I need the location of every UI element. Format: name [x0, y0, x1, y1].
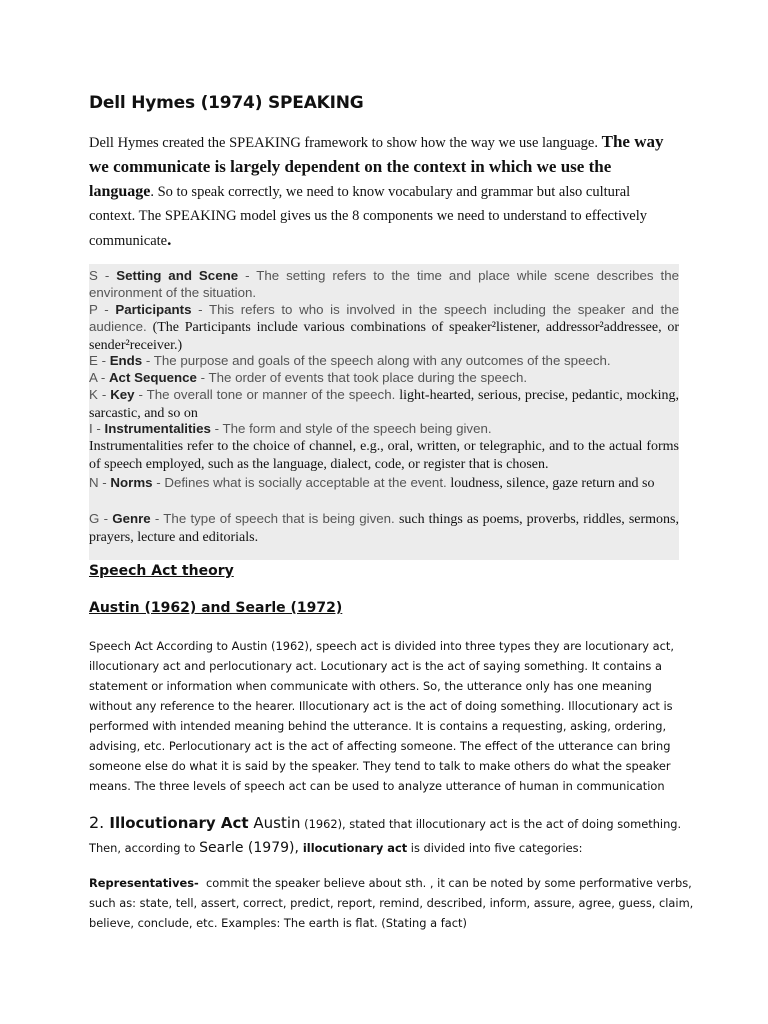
austin-name: Austin: [248, 814, 301, 832]
paragraph-line: Speech Act According to Austin (1962), speech act is divided into three types they are locutionary act,: [89, 639, 674, 653]
item-term: Key: [110, 387, 135, 402]
representatives-term: Representatives-: [89, 876, 199, 890]
representatives-line-1: commit the speaker believe about sth. , it can be noted by some performative verbs,: [198, 876, 692, 890]
speaking-item-s: [89, 267, 679, 301]
paragraph-line: means. The three levels of speech act can be used to analyze utterance of human in communication: [89, 779, 665, 793]
paragraph-line: someone else do what it is said by the speaker. They tend to talk to make others do what the speaker: [89, 759, 671, 773]
intro-text-2: . So to speak correctly, we need to know vocabulary and grammar but also cultural context. The SPEAKING model gives us the 8 components we need to understand to effectively communicate: [89, 184, 647, 249]
item-desc: - The overall tone or manner of the speech.: [134, 387, 400, 402]
item-letter: S -: [89, 268, 117, 283]
intro-text-1: Dell Hymes created the SPEAKING framework to show how the way we use language.: [89, 135, 602, 151]
paragraph-line: performed with intended meaning behind the utterance. It is contains a requesting, asking, ordering,: [89, 719, 667, 733]
intro-language: language: [89, 183, 151, 200]
item-desc: - The order of events that took place during the speech.: [196, 370, 528, 385]
illocutionary-text-3: is divided into five categories:: [407, 841, 583, 855]
speaking-item-i: [89, 420, 679, 437]
representatives-section: [89, 873, 694, 933]
item-desc: - The type of speech that is being given.: [150, 511, 399, 526]
speaking-item-e: [89, 352, 679, 369]
item-desc: - The purpose and goals of the speech along with any outcomes of the speech.: [142, 353, 611, 368]
paragraph-line: statement or information when communicate with others. So, the utterance only has one meaning: [89, 679, 652, 693]
item-extra: (The Participants include various combinations of speaker²listener, addressor²addressee, or sender²receiver.): [89, 320, 679, 353]
item-term: Act Sequence: [108, 370, 197, 385]
page-title: Dell Hymes (1974) SPEAKING: [89, 93, 364, 113]
paragraph-line: advising, etc. Perlocutionary act is the act of affecting someone. The effect of the utterance can bring: [89, 739, 671, 753]
intro-paragraph: [89, 130, 679, 253]
item-desc: - The setting refers to the time and place while scene describes the environment of the situation.: [89, 268, 679, 300]
intro-emphasis: The way we communicate is largely dependent on the context in which we use the: [89, 132, 664, 176]
illocutionary-text-1: (1962), stated that illocutionary act is the act of doing something.: [300, 817, 682, 831]
item-letter: K -: [89, 387, 111, 402]
item-letter: I -: [89, 421, 105, 436]
austin-searle-heading: Austin (1962) and Searle (1972): [89, 600, 343, 616]
item-extra: Instrumentalities refer to the choice of channel, e.g., oral, written, or telegraphic, and to the actual forms of speech employed, such as the language, dialect, code, or register that is chosen.: [89, 439, 679, 472]
section-number: 2.: [89, 813, 110, 832]
searle-name: Searle (1979),: [199, 840, 299, 856]
austin-paragraph: [89, 636, 679, 796]
speaking-item-g: [89, 510, 679, 546]
item-extra: such things as poems, proverbs, riddles, sermons, prayers, lecture and editorials.: [89, 512, 679, 545]
item-letter: G -: [89, 511, 113, 526]
item-letter: N -: [89, 475, 111, 490]
illocutionary-term-2: illocutionary act: [298, 841, 408, 855]
item-letter: E -: [89, 353, 110, 368]
item-extra: light-hearted, serious, precise, pedantic, mocking, sarcastic, and so on: [89, 388, 679, 421]
item-letter: A -: [89, 370, 109, 385]
speech-act-heading: Speech Act theory: [89, 563, 234, 579]
intro-period: .: [167, 230, 172, 249]
item-term: Participants: [115, 302, 192, 317]
item-desc: - This refers to who is involved in the speech including the speaker and the audience.: [89, 302, 679, 334]
item-term: Instrumentalities: [104, 421, 211, 436]
speaking-item-a: [89, 369, 679, 386]
representatives-line-3: believe, conclude, etc. Examples: The earth is flat. (Stating a fact): [89, 916, 467, 930]
item-desc: - Defines what is socially acceptable at the event.: [152, 475, 451, 490]
paragraph-line: without any reference to the hearer. Illocutionary act is the act of doing something. Illocutionary act is: [89, 699, 673, 713]
illocutionary-section: [89, 811, 682, 860]
item-term: Setting and Scene: [116, 268, 239, 283]
speaking-item-k: [89, 386, 679, 422]
speaking-item-n: [89, 474, 679, 492]
illocutionary-term: Illocutionary Act: [109, 814, 249, 832]
item-letter: P -: [89, 302, 116, 317]
item-desc: - The form and style of the speech being given.: [210, 421, 492, 436]
representatives-line-2: such as: state, tell, assert, correct, predict, report, remind, described, inform, assure, agree, guess, claim,: [89, 896, 694, 910]
illocutionary-text-2: Then, according to: [89, 841, 200, 855]
item-term: Ends: [109, 353, 143, 368]
item-term: Genre: [112, 511, 151, 526]
item-extra: loudness, silence, gaze return and so: [450, 476, 655, 491]
speaking-item-p: [89, 301, 679, 354]
paragraph-line: illocutionary act and perlocutionary act. Locutionary act is the act of saying something. It contains a: [89, 659, 662, 673]
speaking-item-i-note: [89, 437, 679, 473]
item-term: Norms: [110, 475, 153, 490]
